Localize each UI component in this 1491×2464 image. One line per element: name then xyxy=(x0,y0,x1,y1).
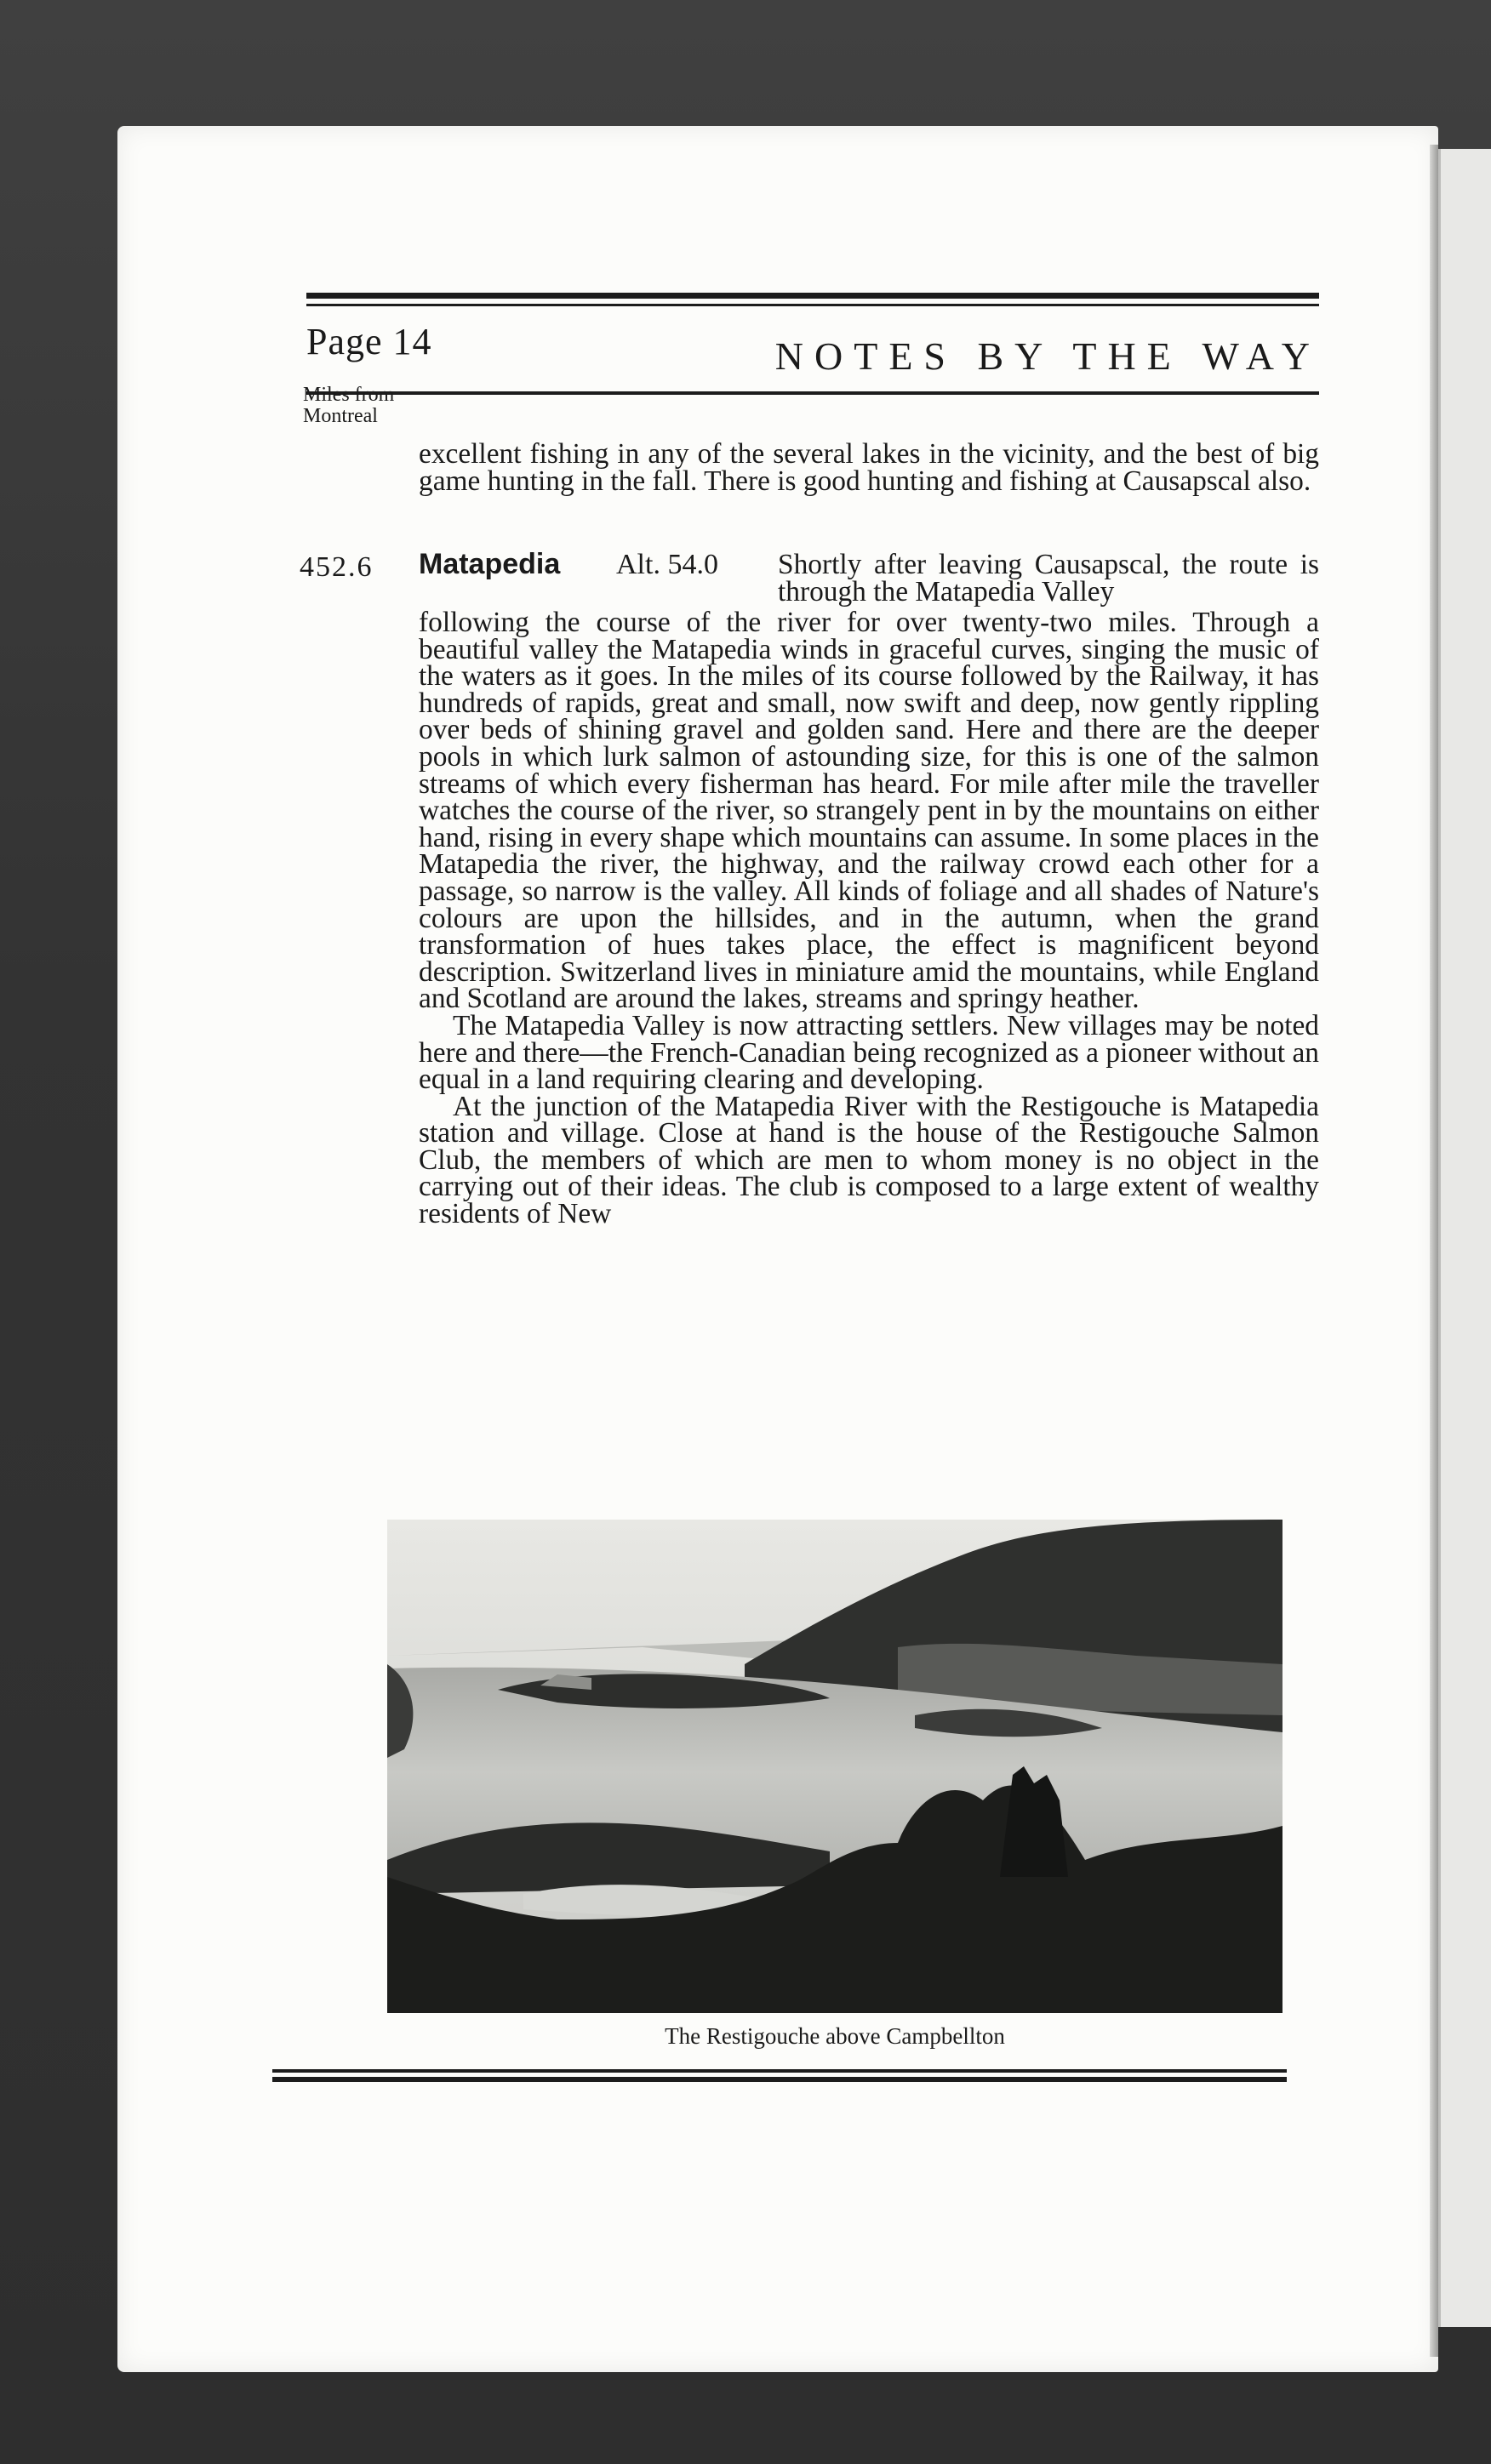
header-bottom-rule xyxy=(306,391,1319,395)
river-photograph xyxy=(387,1520,1282,2013)
station-intro-lines: Shortly after leaving Causapscal, the route is through the Matapedia Valley xyxy=(778,549,1319,607)
margin-label-line: Miles from xyxy=(303,384,395,406)
matapedia-description xyxy=(419,609,1319,1228)
adjacent-page-edge xyxy=(1438,149,1491,2327)
footer-rule xyxy=(272,2069,1287,2082)
station-altitude: Alt. 54.0 xyxy=(616,549,718,580)
photo-caption: The Restigouche above Campbellton xyxy=(665,2023,1005,2049)
intro-paragraph xyxy=(419,438,1319,497)
river-landscape-image xyxy=(387,1520,1282,2013)
margin-label xyxy=(303,385,439,427)
mileage-marker: 452.6 xyxy=(300,551,374,583)
intro-text: excellent fishing in any of the several lakes in the vicinity, and the best of big game hunting in the fall. There is good hunting and fishing at Causapscal also. xyxy=(419,438,1319,497)
page-gutter-shadow xyxy=(1430,145,1438,2357)
station-name: Matapedia xyxy=(419,548,561,580)
paragraph-junction: At the junction of the Matapedia River with the Restigouche is Matapedia station and village. Close at hand is the house of the Restigouche Salmon Club, the members of which are men to whom money is no object in the carrying out of their ideas. The club is composed to a large extent of wealthy residents of New xyxy=(419,1090,1319,1230)
station-intro-text xyxy=(778,551,1319,605)
header-top-rule xyxy=(306,293,1319,306)
paragraph-settlers: The Matapedia Valley is now attracting settlers. New villages may be noted here and there—the French-Canadian being recognized as a pioneer without an equal in a land requiring clearing and developing. xyxy=(419,1009,1319,1096)
paragraph-valley: following the course of the river for over twenty-two miles. Through a beautiful valley the Matapedia winds in graceful curves, singing the music of the waters as it goes. In the miles of its course followed by the Railway, it has hundreds of rapids, great and small, now swift and deep, now gently rippling over beds of shining gravel and golden sand. Here and there are the deeper pools in which lurk salmon of astounding size, for this is one of the salmon streams of which every fisherman has heard. For mile after mile the traveller watches the course of the river, so strangely pent in by the mountains on either hand, rising in every shape which mountains can assume. In some places in the Matapedia the river, the highway, and the railway crowd each other for a passage, so narrow is the valley. All kinds of foliage and all shades of Nature's colours are upon the hillsides, and in the autumn, when the grand transformation of hues takes place, the effect is magnificent beyond description. Switzerland lives in miniature amid the mountains, while England and Scotland are around the lakes, streams and springy heather. xyxy=(419,607,1319,1015)
running-title: NOTES BY THE WAY xyxy=(774,334,1321,378)
margin-label-line: Montreal xyxy=(303,405,378,427)
page-number: Page 14 xyxy=(306,321,432,362)
station-heading xyxy=(419,548,1319,607)
